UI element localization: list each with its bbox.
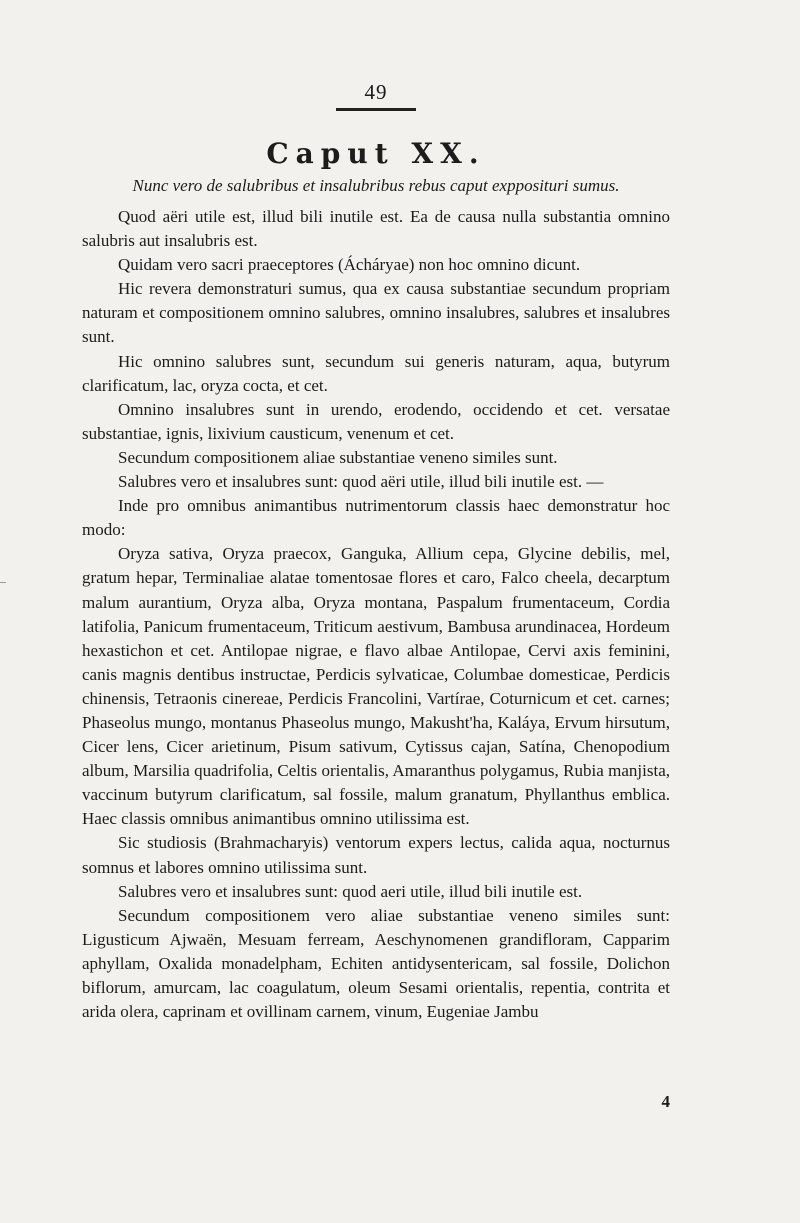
paragraph-1: Quod aëri utile est, illud bili inutile est. Ea de causa nulla substantia omnino salubris aut insalubris est. <box>82 207 670 251</box>
paragraph-5: Omnino insalubres sunt in urendo, erodendo, occidendo et cet. versatae substantiae, ignis, lixivium causticum, venenum et cet. <box>82 399 670 443</box>
paragraph-7: Salubres vero et insalubres sunt: quod aëri utile, illud bili inutile est. — <box>118 472 604 492</box>
chapter-title: Caput XX. <box>266 137 486 170</box>
paragraph-3: Hic revera demonstraturi sumus, qua ex causa substantiae secundum propriam naturam et compositionem omnino salubres, omnino insalubres, salubres et insalubres sunt. <box>82 279 670 347</box>
page-number: 49 <box>364 80 388 104</box>
paragraph-2: Quidam vero sacri praeceptores (Ácháryae) non hoc omnino dicunt. <box>118 255 581 275</box>
paragraph-9: Oryza sativa, Oryza praecox, Ganguka, Allium cepa, Glycine debilis, mel, gratum hepar, Terminaliae alatae tomentosae flores et caro, Falco cheela, decarptum malum aurantium, Oryza alba, Oryza montana, Paspalum frumentaceum, Cordia latifolia, Panicum frumentaceum, Triticum aestivum, Bambusa arundinacea, Hordeum hexastichon et cet. Antilopae nigrae, e flavo albae Antilopae, Cervi axis feminini, canis magnis dentibus instructae, Perdicis sylvaticae, Columbae domesticae, Perdicis chinensis, Tetraonis cinereae, Perdicis Francolini, Vartírae, Coturnicum et cet. carnes; Phaseolus mungo, montanus Phaseolus mungo, Makusht'ha, Kaláya, Ervum hirsutum, Cicer lens, Cicer arietinum, Pisum sativum, Cytissus cajan, Satína, Chenopodium album, Marsilia quadrifolia, Celtis orientalis, Amaranthus polygamus, Rubia manjista, vaccinum butyrum clarificatum, sal fossile, malum granatum, Phyllanthus emblica. Haec classis omnibus animantibus omnino utilissima est. <box>82 544 670 829</box>
page-number-rule <box>336 108 416 111</box>
page-body-text <box>82 205 670 1024</box>
paragraph-4: Hic omnino salubres sunt, secundum sui generis naturam, aqua, butyrum clarificatum, lac, oryza cocta, et cet. <box>82 351 670 395</box>
book-page <box>82 80 670 1160</box>
paragraph-10: Sic studiosis (Brahmacharyis) ventorum expers lectus, calida aqua, nocturnus somnus et labores omnino utilissima sunt. <box>82 833 670 877</box>
paragraph-11: Salubres vero et insalubres sunt: quod aeri utile, illud bili inutile est. <box>118 881 583 901</box>
paragraph-8: Inde pro omnibus animantibus nutrimentorum classis haec demonstratur hoc modo: <box>82 496 670 540</box>
chapter-subtitle: Nunc vero de salubribus et insalubribus rebus caput expposituri sumus. <box>132 176 620 195</box>
signature-mark: 4 <box>661 1092 670 1111</box>
paragraph-12: Secundum compositionem vero aliae substantiae veneno similes sunt: Ligusticum Ajwaën, Mesuam ferream, Aeschynomenen grandifloram, Capparim aphyllam, Oxalida monadelpham, Echiten antidysentericam, sal fossile, Dolichon biflorum, amurcam, lac coagulatum, oleum Sesami orientalis, repentia, contrita et arida olera, caprinam et ovillinam carnem, vinum, Eugeniae Jambu <box>82 905 670 1022</box>
page-edge-mark <box>0 582 6 583</box>
paragraph-6: Secundum compositionem aliae substantiae veneno similes sunt. <box>118 447 558 467</box>
